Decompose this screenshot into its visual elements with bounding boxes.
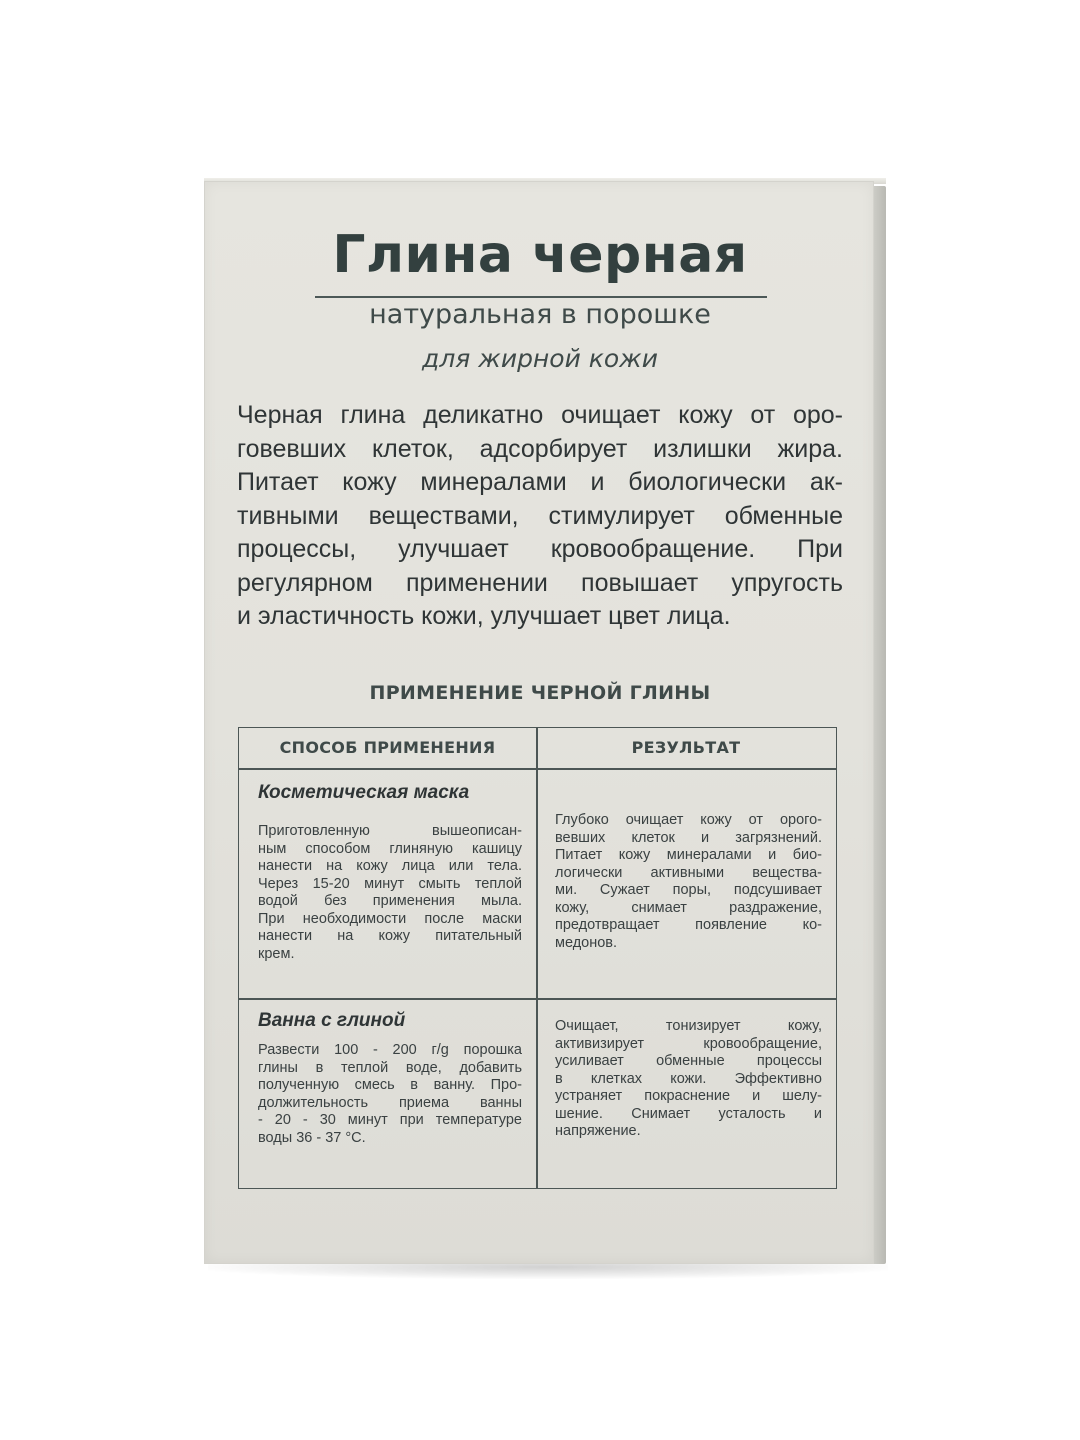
result-line: логически активными вещества-: [555, 864, 822, 881]
method-line: нанести на кожу лица или тела.: [258, 858, 522, 874]
method-line: - 20 - 30 минут при температуре: [258, 1112, 522, 1128]
result-line: ми. Сужает поры, подсушивает: [555, 882, 822, 898]
method-line: Через 15-20 минут смыть теплой: [258, 875, 522, 892]
method-line: При необходимости после маски: [258, 910, 522, 927]
product-description: [237, 399, 843, 634]
result-line: Глубоко очищает кожу от орого-: [555, 812, 822, 828]
method-line: должительность приема ванны: [258, 1094, 522, 1111]
header-divider: [239, 768, 836, 770]
package-back-panel: [204, 181, 874, 1264]
result-text-bath: [555, 1018, 822, 1141]
column-divider: [536, 728, 538, 1188]
method-line: нанести на кожу питательный: [258, 928, 522, 944]
column-header-method: СПОСОБ ПРИМЕНЕНИЯ: [279, 738, 496, 757]
result-line: активизирует кровообращение,: [555, 1035, 822, 1052]
method-line: крем.: [258, 945, 295, 962]
description-line: Питает кожу минералами и биологически ак-: [237, 468, 843, 496]
method-line: Приготовленную вышеописан-: [258, 823, 522, 839]
result-text-mask: [555, 812, 822, 952]
result-line: кожу, снимает раздражение,: [555, 899, 822, 916]
column-header-result: РЕЗУЛЬТАТ: [631, 738, 741, 757]
method-text-mask: [258, 823, 522, 963]
result-line: предотвращает появление ко-: [555, 917, 822, 933]
result-line: в клетках кожи. Эффективно: [555, 1070, 822, 1087]
description-line: тивными веществами, стимулирует обменные: [237, 501, 843, 530]
description-line: и эластичность кожи, улучшает цвет лица.: [237, 602, 731, 630]
product-tagline: для жирной кожи: [422, 344, 658, 373]
result-line: шение. Снимает усталость и: [555, 1105, 822, 1122]
method-line: ным способом глиняную кашицу: [258, 840, 522, 857]
title-underline: [315, 296, 767, 298]
method-title-bath: Ванна с глиной: [258, 1010, 406, 1031]
row-divider: [239, 998, 836, 1000]
result-line: вевших клеток и загрязнений.: [555, 829, 822, 846]
method-line: полученную смесь в ванну. Про-: [258, 1077, 522, 1093]
result-line: усиливает обменные процессы: [555, 1053, 822, 1069]
usage-table: [238, 727, 837, 1189]
result-line: Питает кожу минералами и био-: [555, 847, 822, 863]
method-line: воды 36 - 37 °C.: [258, 1129, 366, 1146]
description-line: Черная глина деликатно очищает кожу от оро-: [237, 401, 843, 429]
method-title-mask: Косметическая маска: [258, 782, 470, 803]
product-title: Глина черная: [332, 225, 748, 285]
product-subtitle: натуральная в порошке: [369, 299, 711, 330]
result-line: устраняет покраснение и шелу-: [555, 1088, 822, 1104]
description-line: говевших клеток, адсорбирует излишки жира.: [237, 434, 843, 463]
result-line: напряжение.: [555, 1123, 641, 1139]
result-line: Очищает, тонизирует кожу,: [555, 1018, 822, 1034]
method-line: водой без применения мыла.: [258, 893, 522, 909]
usage-heading: ПРИМЕНЕНИЕ ЧЕРНОЙ ГЛИНЫ: [369, 682, 711, 704]
method-line: глины в теплой воде, добавить: [258, 1059, 522, 1076]
description-line: процессы, улучшает кровообращение. При: [237, 535, 843, 563]
description-line: регулярном применении повышает упругость: [237, 568, 843, 597]
result-line: медонов.: [555, 934, 618, 951]
method-line: Развести 100 - 200 г/g порошка: [258, 1042, 522, 1058]
method-text-bath: [258, 1042, 522, 1147]
